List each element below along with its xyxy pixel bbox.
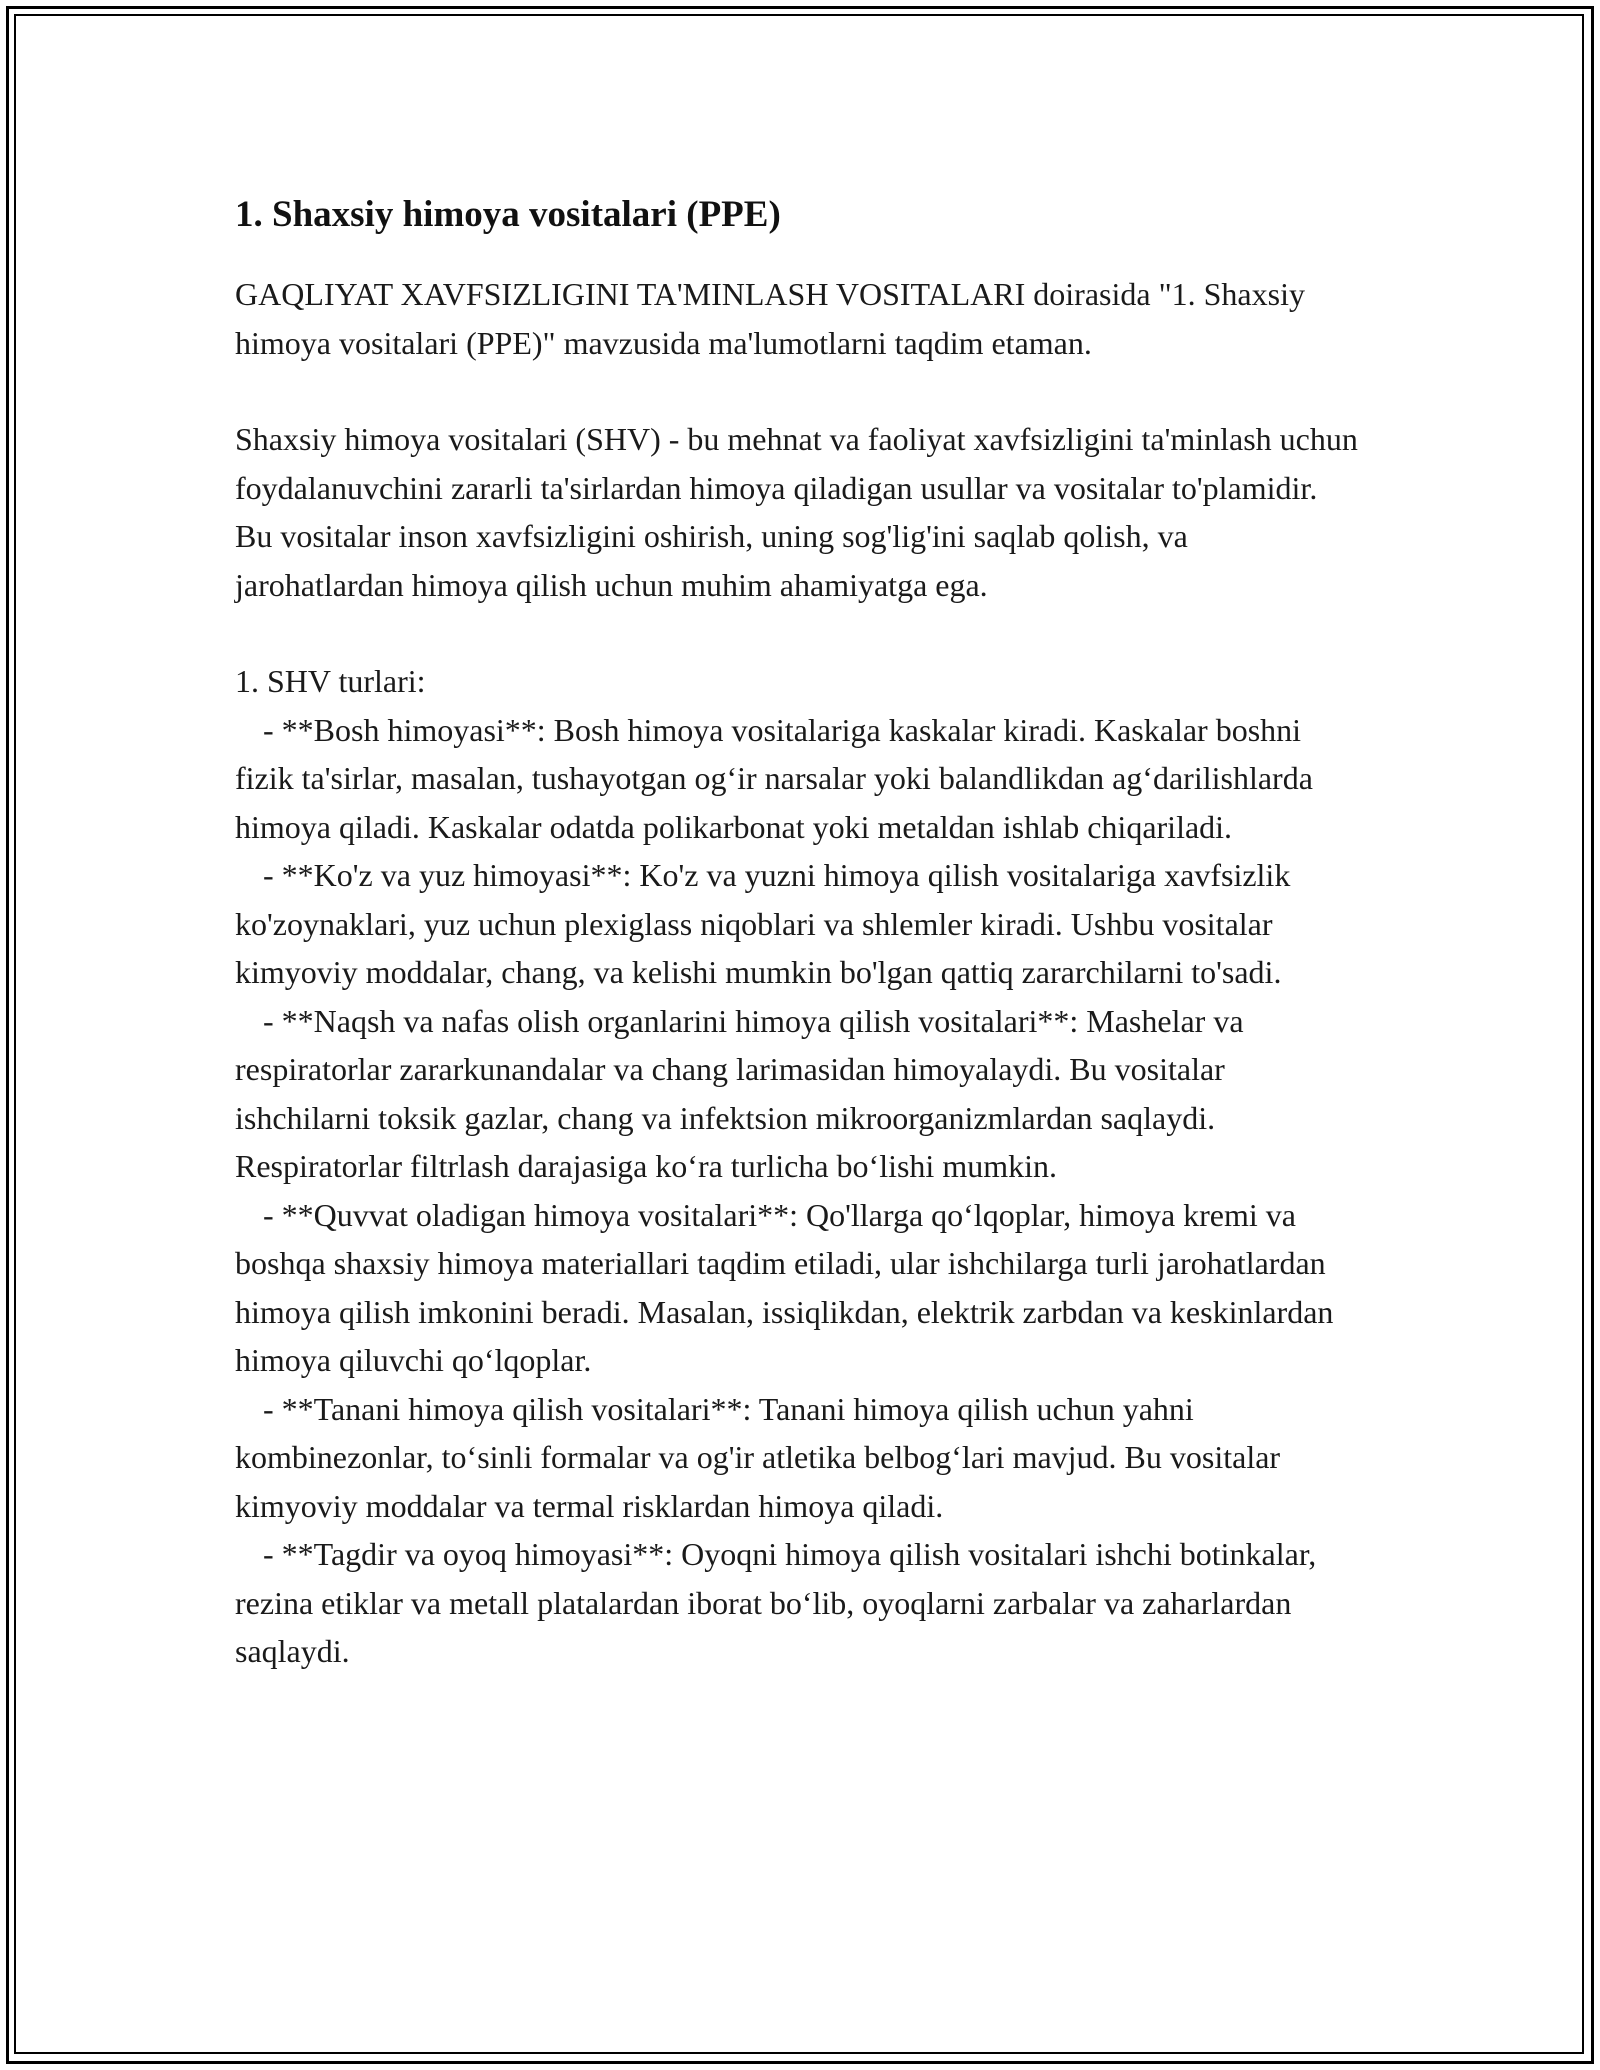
definition-paragraph: Shaxsiy himoya vositalari (SHV) - bu mehnat va faoliyat xavfsizligini ta'minlash uchun foydalanuvchini zararli ta'sirlardan himoya qiladigan usullar va vositalar to'plamidir. Bu vositalar inson xavfsizligini oshirish, uning sog'lig'ini saqlab qolish, va jarohatlardan himoya qilish uchun muhim ahamiyatga ega. [235, 421, 1358, 603]
list-item-hand-protection: - **Quvvat oladigan himoya vositalari**: Qo'llarga qo‘lqoplar, himoya kremi va boshqa shaxsiy himoya materiallari taqdim etiladi, ular ishchilarga turli jarohatlardan himoya qilish imkonini beradi. Masalan, issiqlikdan, elektrik zarbdan va keskinlardan himoya qiluvchi qo‘lqoplar. [235, 1196, 1334, 1378]
document-body [235, 186, 1360, 1676]
list-item-eye-face-protection: - **Ko'z va yuz himoyasi**: Ko'z va yuzni himoya qilish vositalariga xavfsizlik ko'zoynaklari, yuz uchun plexiglass niqoblari va shlemler kiradi. Ushbu vositalar kimyoviy moddalar, chang, va kelishi mumkin bo'lgan qattiq zararchilarni to'sadi. [235, 857, 1291, 990]
list-heading: 1. SHV turlari: [235, 663, 426, 699]
intro-paragraph: GAQLIYAT XAVFSIZLIGINI TA'MINLASH VOSITALARI doirasida "1. Shaxsiy himoya vositalari (PPE)" mavzusida ma'lumotlarni taqdim etaman. [235, 276, 1305, 361]
list-item-head-protection: - **Bosh himoyasi**: Bosh himoya vositalariga kaskalar kiradi. Kaskalar boshni fizik ta'sirlar, masalan, tushayotgan og‘ir narsalar yoki balandlikdan ag‘darilishlarda himoya qiladi. Kaskalar odatda polikarbonat yoki metaldan ishlab chiqariladi. [235, 711, 1313, 845]
ppe-types-list [235, 657, 1360, 1676]
list-item-foot-protection: - **Tagdir va oyoq himoyasi**: Oyoqni himoya qilish vositalari ishchi botinkalar, rezina etiklar va metall platalardan iborat bo‘lib, oyoqlarni zarbalar va zaharlardan saqlaydi. [235, 1536, 1317, 1669]
document-title: 1. Shaxsiy himoya vositalari (PPE) [235, 194, 781, 235]
list-item-body-protection: - **Tanani himoya qilish vositalari**: Tanani himoya qilish uchun yahni kombinezonlar, to‘sinli formalar va og'ir atletika belbog‘lari mavjud. Bu vositalar kimyoviy moddalar va termal risklardan himoya qiladi. [235, 1390, 1281, 1524]
list-item-respiratory-protection: - **Naqsh va nafas olish organlarini himoya qilish vositalari**: Mashelar va respiratorlar zararkunandalar va chang larimasidan himoyalaydi. Bu vositalar ishchilarni toksik gazlar, chang va infektsion mikroorganizmlardan saqlaydi. Respiratorlar filtrlash darajasiga ko‘ra turlicha bo‘lishi mumkin. [235, 1002, 1244, 1184]
